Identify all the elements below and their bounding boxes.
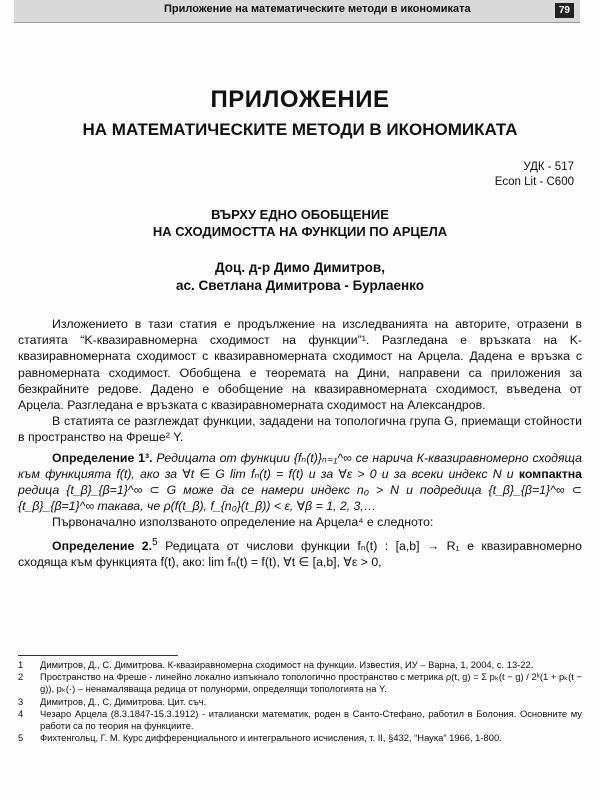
journal-title: ПРИЛОЖЕНИЕ (210, 86, 390, 113)
author-1: Доц. д-р Димо Димитров, (215, 260, 385, 275)
footnote-mark: 3 (18, 695, 24, 707)
footnote-4 (18, 708, 582, 732)
definition-1-text-b: редица {t_β}_{β=1}^∞ ⊂ G може да се намери индекс n₀ > N и подредица {t_β}_{β=1}^∞ ⊂ {t_β}_{β=1}^∞ такава, че ρ(f(t_β), f_{n₀}(t_β)) < ε, ∀β = 1, 2, 3,… (18, 483, 582, 514)
definition-2-text: Редицата от числови функции fₙ(t) : [a,b] → R₁ е квазиравномерно сходяща към функцията f(t), ако: lim fₙ(t) = f(t), ∀t ∈ [a,b], ∀ε > 0, (18, 538, 582, 569)
article-title-line-1: ВЪРХУ ЕДНО ОБОБЩЕНИЕ (211, 207, 389, 222)
paragraph-arzela: Първоначално използваното определение на Арцела⁴ е следното: (52, 515, 434, 530)
footnote-text: Пространство на Фреше - линейно локално изпъкнало топологично пространство с метрика ρ(t, g) = Σ pₖ(t − g) / 2ᵏ(1 + pₖ(t − g)), pₖ(·) – ненамаляваща редица от полунорми, определящи топологията на Y. (40, 671, 582, 695)
journal-subtitle: НА МАТЕМАТИЧЕСКИТЕ МЕТОДИ В ИКОНОМИКАТА (82, 120, 518, 139)
footnote-1 (18, 659, 582, 671)
udk-code: УДК - 517 (523, 161, 574, 173)
authors (0, 259, 600, 295)
footnote-3 (18, 696, 582, 708)
footnote-mark: 5 (18, 732, 24, 744)
running-header-bar (14, 0, 580, 23)
running-header: Приложение на математическите методи в икономиката (164, 3, 471, 15)
footnote-text: Чезаро Арцела (8.3.1847-15.3.1912) - италиански математик, роден в Санто-Стефано, работил в Болония. Основните му работи са по теория на функциите. (40, 707, 582, 732)
footnote-5 (18, 732, 582, 744)
footnote-text: Димитров, Д., С. Димитрова. К-квазиравномерна сходимост на функции. Известия, ИУ – Варна, 1, 2004, с. 13-22. (40, 659, 534, 670)
classification (495, 160, 574, 190)
definition-1 (18, 450, 582, 515)
footnote-mark: 1 (18, 659, 24, 670)
article-body (18, 316, 582, 570)
footnote-2 (18, 671, 582, 695)
definition-1-label: Определение 1³. (52, 450, 153, 465)
econlit-code: Econ Lit - C600 (494, 176, 574, 188)
footnotes (18, 659, 582, 744)
definition-1-text-a: Редицата от функции {fₙ(t)}ₙ₌₁^∞ се нарича К-квазиравномерно сходяща към функцията f(t), ако за ∀t ∈ G lim fₙ(t) = f(t) и за ∀ε > 0 и за всеки индекс N и (18, 450, 582, 481)
definition-2-sup: 5 (152, 536, 158, 548)
footnote-mark: 2 (18, 671, 24, 683)
footnote-mark: 4 (18, 707, 24, 719)
footnote-text: Фихтенгольц, Г. М. Курс дифференциального и интегрального исчисления, т. II, §432, “Наука” 1966, 1-800. (40, 732, 502, 744)
article-title-line-2: НА СХОДИМОСТТА НА ФУНКЦИИ ПО АРЦЕЛА (152, 224, 448, 239)
definition-2 (18, 535, 582, 571)
article-title (0, 206, 600, 240)
paragraph-setup: В статията се разглеждат функции, зададени на топологична група G, приемащи стойности в пространство на Фреше² Y. (18, 414, 582, 445)
author-2: ас. Светлана Димитрова - Бурлаенко (176, 278, 424, 293)
page-number: 79 (555, 3, 574, 18)
footnote-divider (18, 655, 178, 656)
footnote-text: Димитров, Д., С. Димитрова. Цит. съч. (40, 695, 207, 707)
definition-1-bold: компактна (518, 466, 582, 481)
paragraph-intro: Изложението в тази статия е продължение на изследванията на авторите, отразени в статията “K-квазиравномерна сходимост на функции”¹. Разгледана е връзката на K-квазиравномерната сходимост с квазиравномерната сходимост на Арцела. Дадена е връзка с равномерната сходимост. Обобщена е теоремата на Дини, направени са приложения за безкрайните редове. Дадено е обобщение на квазиравномерната сходимост, въведена от Арцела. Разгледана е връзката с квазиравномерната сходимост на Александров. (18, 317, 582, 413)
definition-2-label: Определение 2. (52, 538, 152, 553)
